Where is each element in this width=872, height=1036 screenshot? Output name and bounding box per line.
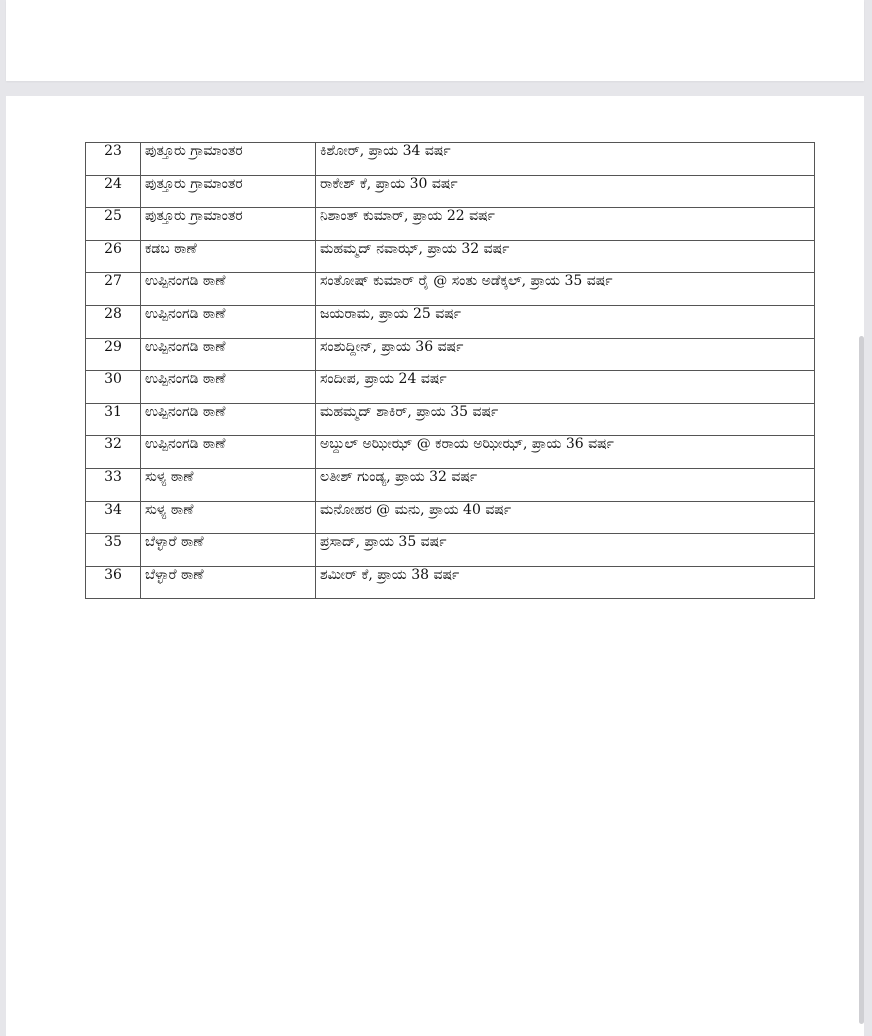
police-station-cell: ಪುತ್ತೂರು ಗ್ರಾಮಾಂತರ: [141, 175, 316, 208]
police-station-cell: ಉಪ್ಪಿನಂಗಡಿ ಠಾಣೆ: [141, 436, 316, 469]
table-row: [86, 371, 815, 404]
table-row: [86, 338, 815, 371]
person-details-cell: ರಾಕೇಶ್ ಕೆ, ಪ್ರಾಯ 30 ವರ್ಷ: [316, 175, 815, 208]
police-station-cell: ಉಪ್ಪಿನಂಗಡಿ ಠಾಣೆ: [141, 371, 316, 404]
person-details-cell: ಸಂದೀಪ, ಪ್ರಾಯ 24 ವರ್ಷ: [316, 371, 815, 404]
person-details-cell: ಲತೀಶ್ ಗುಂಡ್ಯ, ಪ್ರಾಯ 32 ವರ್ಷ: [316, 468, 815, 501]
police-station-cell: ಪುತ್ತೂರು ಗ್ರಾಮಾಂತರ: [141, 208, 316, 241]
police-station-cell: ಉಪ್ಪಿನಂಗಡಿ ಠಾಣೆ: [141, 305, 316, 338]
person-details-cell: ಜಯರಾಮ, ಪ್ರಾಯ 25 ವರ್ಷ: [316, 305, 815, 338]
table-row: [86, 534, 815, 567]
table-row: [86, 468, 815, 501]
serial-number-cell: 32: [86, 436, 141, 469]
person-details-cell: ಮಹಮ್ಮದ್ ನವಾಝ್, ಪ್ರಾಯ 32 ವರ್ಷ: [316, 240, 815, 273]
police-station-cell: ಉಪ್ಪಿನಂಗಡಿ ಠಾಣೆ: [141, 273, 316, 306]
person-details-cell: ಸಂತೋಷ್ ಕುಮಾರ್ ರೈ @ ಸಂತು ಅಡೆಕ್ಕಲ್, ಪ್ರಾಯ 35 ವರ್ಷ: [316, 273, 815, 306]
vertical-scrollbar[interactable]: [859, 336, 864, 1024]
police-station-cell: ಸುಳ್ಯ ಠಾಣೆ: [141, 501, 316, 534]
table-row: [86, 436, 815, 469]
table-row: [86, 143, 815, 176]
person-details-cell: ಮನೋಹರ @ ಮನು, ಪ್ರಾಯ 40 ವರ್ಷ: [316, 501, 815, 534]
police-station-cell: ಪುತ್ತೂರು ಗ್ರಾಮಾಂತರ: [141, 143, 316, 176]
serial-number-cell: 28: [86, 305, 141, 338]
table-row: [86, 566, 815, 599]
document-page: [6, 96, 864, 1036]
serial-number-cell: 35: [86, 534, 141, 567]
police-station-cell: ಉಪ್ಪಿನಂಗಡಿ ಠಾಣೆ: [141, 403, 316, 436]
table-body: [86, 143, 815, 599]
serial-number-cell: 31: [86, 403, 141, 436]
police-station-cell: ಬೆಳ್ಳಾರೆ ಠಾಣೆ: [141, 534, 316, 567]
police-station-cell: ಸುಳ್ಯ ಠಾಣೆ: [141, 468, 316, 501]
serial-number-cell: 27: [86, 273, 141, 306]
table-row: [86, 208, 815, 241]
police-station-cell: ಬೆಳ್ಳಾರೆ ಠಾಣೆ: [141, 566, 316, 599]
table-row: [86, 501, 815, 534]
person-details-cell: ಅಬ್ದುಲ್ ಅಝೀಝ್ @ ಕರಾಯ ಅಝೀಝ್, ಪ್ರಾಯ 36 ವರ್ಷ: [316, 436, 815, 469]
serial-number-cell: 34: [86, 501, 141, 534]
table-row: [86, 305, 815, 338]
police-station-cell: ಕಡಬ ಠಾಣೆ: [141, 240, 316, 273]
person-details-cell: ಪ್ರಸಾದ್, ಪ್ರಾಯ 35 ವರ್ಷ: [316, 534, 815, 567]
serial-number-cell: 24: [86, 175, 141, 208]
table-row: [86, 240, 815, 273]
police-station-cell: ಉಪ್ಪಿನಂಗಡಿ ಠಾಣೆ: [141, 338, 316, 371]
serial-number-cell: 23: [86, 143, 141, 176]
serial-number-cell: 36: [86, 566, 141, 599]
serial-number-cell: 30: [86, 371, 141, 404]
table-row: [86, 175, 815, 208]
person-details-cell: ನಿಶಾಂತ್ ಕುಮಾರ್, ಪ್ರಾಯ 22 ವರ್ಷ: [316, 208, 815, 241]
person-details-cell: ಸಂಶುದ್ದೀನ್, ಪ್ರಾಯ 36 ವರ್ಷ: [316, 338, 815, 371]
accused-list-table: [85, 142, 815, 599]
serial-number-cell: 26: [86, 240, 141, 273]
table-row: [86, 403, 815, 436]
previous-page: [6, 0, 864, 81]
person-details-cell: ಕಿಶೋರ್, ಪ್ರಾಯ 34 ವರ್ಷ: [316, 143, 815, 176]
person-details-cell: ಶಮೀರ್ ಕೆ, ಪ್ರಾಯ 38 ವರ್ಷ: [316, 566, 815, 599]
serial-number-cell: 25: [86, 208, 141, 241]
serial-number-cell: 33: [86, 468, 141, 501]
person-details-cell: ಮಹಮ್ಮದ್ ಶಾಕಿರ್, ಪ್ರಾಯ 35 ವರ್ಷ: [316, 403, 815, 436]
serial-number-cell: 29: [86, 338, 141, 371]
table-row: [86, 273, 815, 306]
